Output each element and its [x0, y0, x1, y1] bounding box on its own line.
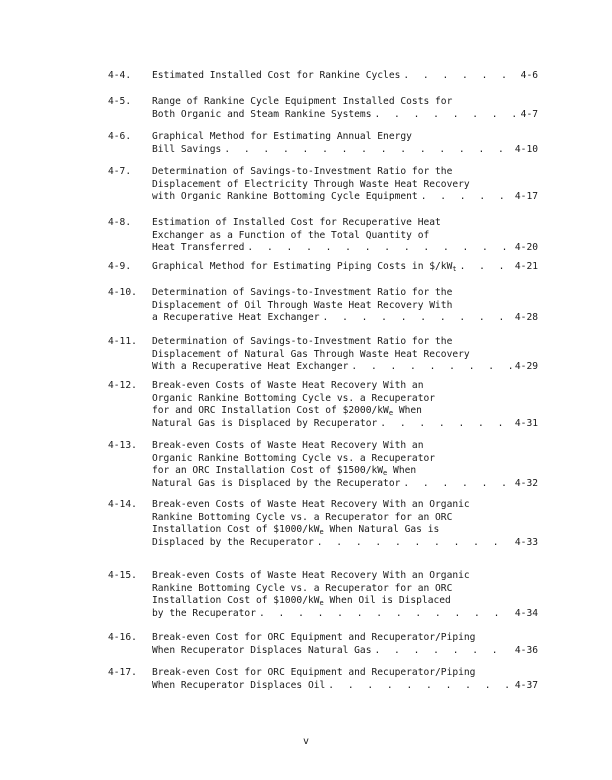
figure-title	[152, 166, 538, 204]
figure-title-last-line	[152, 608, 538, 621]
figure-number: 4-7.	[108, 166, 132, 177]
dot-leader	[380, 418, 512, 431]
figure-title-line-wrap	[152, 312, 320, 325]
figure-title-line: Exchanger as a Function of the Total Quantity of	[152, 229, 430, 241]
figure-number: 4-15.	[108, 570, 137, 581]
dot-leader	[323, 312, 512, 325]
figure-number: 4-11.	[108, 336, 137, 347]
figure-title-line: Graphical Method for Estimating Piping Costs in $/kW	[152, 261, 453, 272]
figure-title-last-line	[152, 537, 538, 550]
figure-title	[152, 380, 538, 430]
dot-leader	[351, 361, 512, 374]
figure-title-line-wrap	[152, 608, 256, 621]
page-reference: 4-37	[514, 679, 538, 691]
figure-number: 4-9.	[108, 261, 132, 272]
figure-title	[152, 287, 538, 325]
figure-title-line: with Organic Rankine Bottoming Cycle Equipment	[152, 191, 418, 202]
dot-leader	[328, 680, 512, 693]
figure-title-line-wrap	[152, 645, 372, 658]
figure-title-line: Break-even Costs of Waste Heat Recovery With an Organic	[152, 570, 470, 581]
figure-title-line: Rankine Bottoming Cycle vs. a Recuperator for an ORC	[152, 582, 453, 594]
figure-title	[152, 632, 538, 657]
figure-title-line: Bill Savings	[152, 143, 222, 155]
figure-title-line-wrap	[152, 261, 457, 274]
figure-title-line: Organic Rankine Bottoming Cycle vs. a Recuperator	[152, 452, 436, 464]
figure-title-line: With a Recuperative Heat Exchanger	[152, 361, 349, 372]
dot-leader	[421, 191, 512, 204]
figure-number: 4-13.	[108, 440, 137, 451]
figure-title-line-wrap	[152, 418, 377, 431]
figure-title-line: Displacement of Natural Gas Through Waste Heat Recovery	[152, 348, 470, 360]
figure-title-line: Displacement of Oil Through Waste Heat Recovery With	[152, 299, 453, 311]
figure-title	[152, 261, 538, 274]
figure-title-line: Estimation of Installed Cost for Recuperative Heat	[152, 217, 441, 228]
unit-subscript: t	[452, 265, 457, 273]
figure-title-last-line	[152, 312, 538, 325]
figure-title-line: Range of Rankine Cycle Equipment Installed Costs for	[152, 96, 453, 107]
dot-leader	[375, 645, 512, 658]
figure-number: 4-17.	[108, 667, 137, 678]
figure-title-line-wrap	[152, 191, 418, 204]
figure-number: 4-4.	[108, 70, 132, 81]
figure-title	[152, 131, 538, 156]
figure-title-last-line	[152, 242, 538, 255]
figure-title	[152, 70, 538, 83]
dot-leader	[317, 537, 512, 550]
figure-title-line: Break-even Cost for ORC Equipment and Recuperator/Piping	[152, 667, 476, 678]
figure-title-line: Graphical Method for Estimating Annual Energy	[152, 131, 412, 142]
figure-title	[152, 440, 538, 490]
figure-title-line: Organic Rankine Bottoming Cycle vs. a Recuperator	[152, 392, 436, 404]
figure-title-line: Determination of Savings-to-Investment Ratio for the	[152, 336, 453, 347]
figure-title-line-wrap	[152, 361, 348, 374]
figure-title-line-wrap	[152, 70, 400, 83]
figure-title-last-line	[152, 361, 538, 374]
dot-leader	[247, 242, 511, 255]
figure-title-line: Determination of Savings-to-Investment Ratio for the	[152, 287, 453, 298]
page-reference: 4-34	[514, 607, 538, 619]
figure-title-line: Break-even Costs of Waste Heat Recovery With an	[152, 440, 424, 451]
figure-title-line: When Recuperator Displaces Oil	[152, 679, 326, 691]
figure-number: 4-14.	[108, 499, 137, 510]
figure-title-line-wrap	[152, 478, 400, 491]
dot-leader	[403, 70, 517, 83]
figure-title-line: Installation Cost of $\$1000/kW_e$ When Oil is Displaced	[152, 595, 451, 607]
figure-title-line: Natural Gas is Displaced by the Recuperator	[152, 477, 401, 489]
page-reference: 4-31	[514, 417, 538, 429]
figure-number: 4-16.	[108, 632, 137, 643]
page-reference: 4-29	[514, 361, 538, 372]
figure-title-last-line	[152, 191, 538, 204]
figure-title-last-line	[152, 645, 538, 658]
dot-leader	[375, 109, 518, 122]
figure-title-line-wrap	[152, 537, 314, 550]
figure-title-line: for and ORC Installation Cost of $\$2000/kW_e$ When	[152, 405, 422, 417]
figure-title	[152, 217, 538, 255]
figure-title-line: Both Organic and Steam Rankine Systems	[152, 108, 372, 120]
figure-number: 4-10.	[108, 287, 137, 298]
figure-title-line: by the Recuperator	[152, 607, 256, 619]
page-reference: 4-21	[514, 261, 538, 272]
dot-leader	[403, 478, 512, 491]
figure-title	[152, 570, 538, 620]
figure-title-line: Installation Cost of $\$1000/kW_e$ When Natural Gas is	[152, 524, 440, 536]
figure-title-last-line	[152, 144, 538, 157]
figure-number: 4-12.	[108, 380, 137, 391]
page-reference: 4-7	[520, 108, 538, 120]
figure-title-line: Displacement of Electricity Through Waste Heat Recovery	[152, 178, 470, 190]
page-reference: 4-10	[514, 143, 538, 155]
page-reference: 4-32	[514, 477, 538, 489]
figure-title-line: Break-even Cost for ORC Equipment and Recuperator/Piping	[152, 632, 476, 643]
figure-title-last-line	[152, 418, 538, 431]
figure-title-last-line	[152, 478, 538, 491]
figure-title-line: When Recuperator Displaces Natural Gas	[152, 644, 372, 656]
figure-title-line: Determination of Savings-to-Investment Ratio for the	[152, 166, 453, 177]
figure-number: 4-6.	[108, 131, 132, 142]
figure-title-line-wrap	[152, 242, 244, 255]
dot-leader	[259, 608, 512, 621]
dot-leader	[460, 261, 512, 274]
figure-title-line: for an ORC Installation Cost of $\$1500/kW_e$ When	[152, 465, 417, 477]
page-reference: 4-36	[514, 644, 538, 656]
page-number: v	[302, 736, 310, 747]
figure-title	[152, 336, 538, 374]
figure-title	[152, 667, 538, 692]
figure-title-line: Heat Transferred	[152, 242, 245, 253]
figure-title-line: Displaced by the Recuperator	[152, 536, 314, 548]
figure-title	[152, 96, 538, 121]
page-reference: 4-17	[514, 191, 538, 202]
figure-title-line: Break-even Costs of Waste Heat Recovery With an	[152, 380, 424, 391]
dot-leader	[224, 144, 512, 157]
page-reference: 4-20	[514, 242, 538, 253]
page-reference: 4-28	[514, 312, 538, 323]
figure-title-line: Rankine Bottoming Cycle vs. a Recuperator for an ORC	[152, 511, 453, 523]
figure-title-line-wrap	[152, 144, 221, 157]
figure-number: 4-8.	[108, 217, 132, 228]
figure-title-line-wrap	[152, 109, 372, 122]
page-reference: 4-33	[514, 536, 538, 548]
figure-title-last-line	[152, 109, 538, 122]
figure-title-line: Estimated Installed Cost for Rankine Cycles	[152, 70, 401, 81]
figure-title-line: a Recuperative Heat Exchanger	[152, 312, 320, 323]
figure-title-line: Natural Gas is Displaced by Recuperator	[152, 417, 378, 429]
figure-title-line-wrap	[152, 680, 325, 693]
figure-title-last-line	[152, 680, 538, 693]
figure-title-last-line	[152, 70, 538, 83]
page-reference: 4-6	[520, 70, 538, 81]
figure-title	[152, 499, 538, 549]
figure-title-last-line	[152, 261, 538, 274]
figure-title-line: Break-even Costs of Waste Heat Recovery With an Organic	[152, 499, 470, 510]
figure-number: 4-5.	[108, 96, 132, 107]
